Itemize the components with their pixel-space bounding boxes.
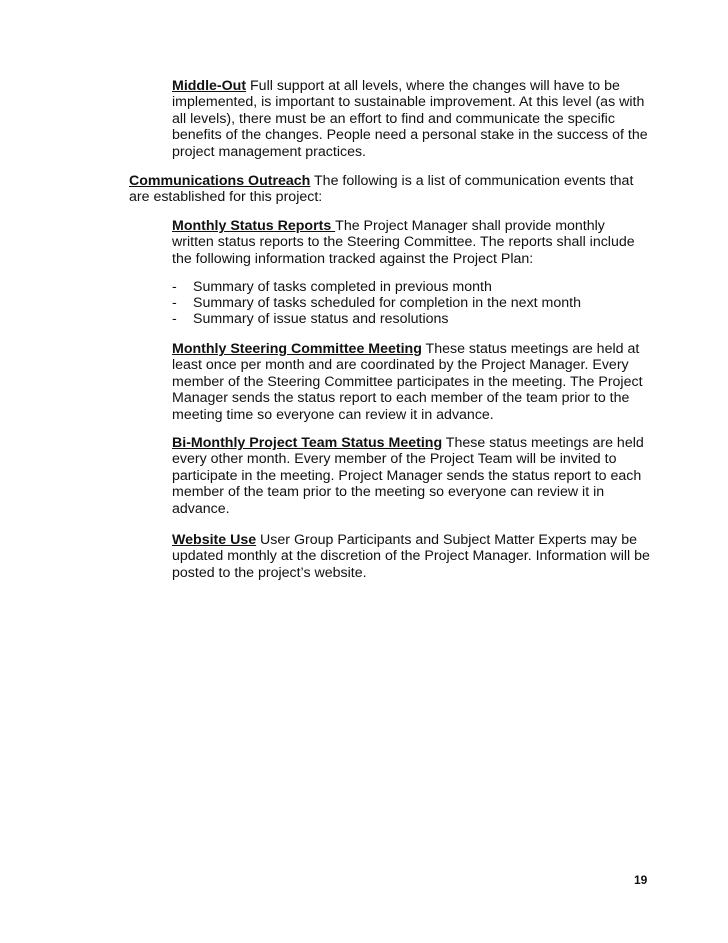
middle-out-paragraph (172, 78, 650, 160)
list-item-text: Summary of issue status and resolutions (193, 311, 449, 327)
bi-monthly-team-meeting-body: These status meetings are held every other month. Every member of the Project Team will be invited to participate in the meeting. Project Manager sends the status report to each member of the team prior to the meeting so everyone can review it in advance. (172, 435, 644, 517)
communications-outreach-paragraph (129, 173, 650, 206)
list-item-text: Summary of tasks scheduled for completion in the next month (193, 295, 581, 311)
monthly-status-reports-heading: Monthly Status Reports (172, 218, 336, 234)
list-item (172, 279, 650, 295)
website-use-heading: Website Use (172, 532, 257, 548)
list-item-text: Summary of tasks completed in previous month (193, 279, 492, 295)
bullet-marker: - (172, 295, 177, 311)
bi-monthly-team-meeting-paragraph (172, 435, 650, 517)
bi-monthly-team-meeting-heading: Bi-Monthly Project Team Status Meeting (172, 435, 443, 451)
website-use-body: User Group Participants and Subject Matter Experts may be updated monthly at the discretion of the Project Manager. Information will be posted to the project’s website. (172, 532, 650, 581)
monthly-status-reports-body: The Project Manager shall provide monthly written status reports to the Steering Committee. The reports shall include the following information tracked against the Project Plan: (172, 218, 635, 267)
communications-outreach-body: The following is a list of communication events that are established for this project: (129, 173, 634, 206)
page-number: 19 (634, 873, 648, 887)
monthly-steering-committee-body: These status meetings are held at least once per month and are coordinated by the Project Manager. Every member of the Steering Committee participates in the meeting. The Project Manager sends the status report to each member of the team prior to the meeting time so everyone can review it in advance. (172, 341, 643, 423)
list-item (172, 295, 650, 311)
website-use-paragraph (172, 532, 650, 581)
monthly-steering-committee-heading: Monthly Steering Committee Meeting (172, 341, 422, 357)
monthly-status-reports-paragraph (172, 218, 650, 267)
middle-out-heading: Middle-Out (172, 78, 247, 94)
communications-outreach-heading: Communications Outreach (129, 173, 311, 189)
bullet-marker: - (172, 311, 177, 327)
bullet-marker: - (172, 279, 177, 295)
monthly-steering-committee-paragraph (172, 341, 650, 423)
list-item (172, 311, 650, 327)
middle-out-body: Full support at all levels, where the changes will have to be implemented, is important to sustainable improvement. At this level (as with all levels), there must be an effort to find and communicate the specific benefits of the changes. People need a personal stake in the success of the project management practices. (172, 78, 648, 160)
